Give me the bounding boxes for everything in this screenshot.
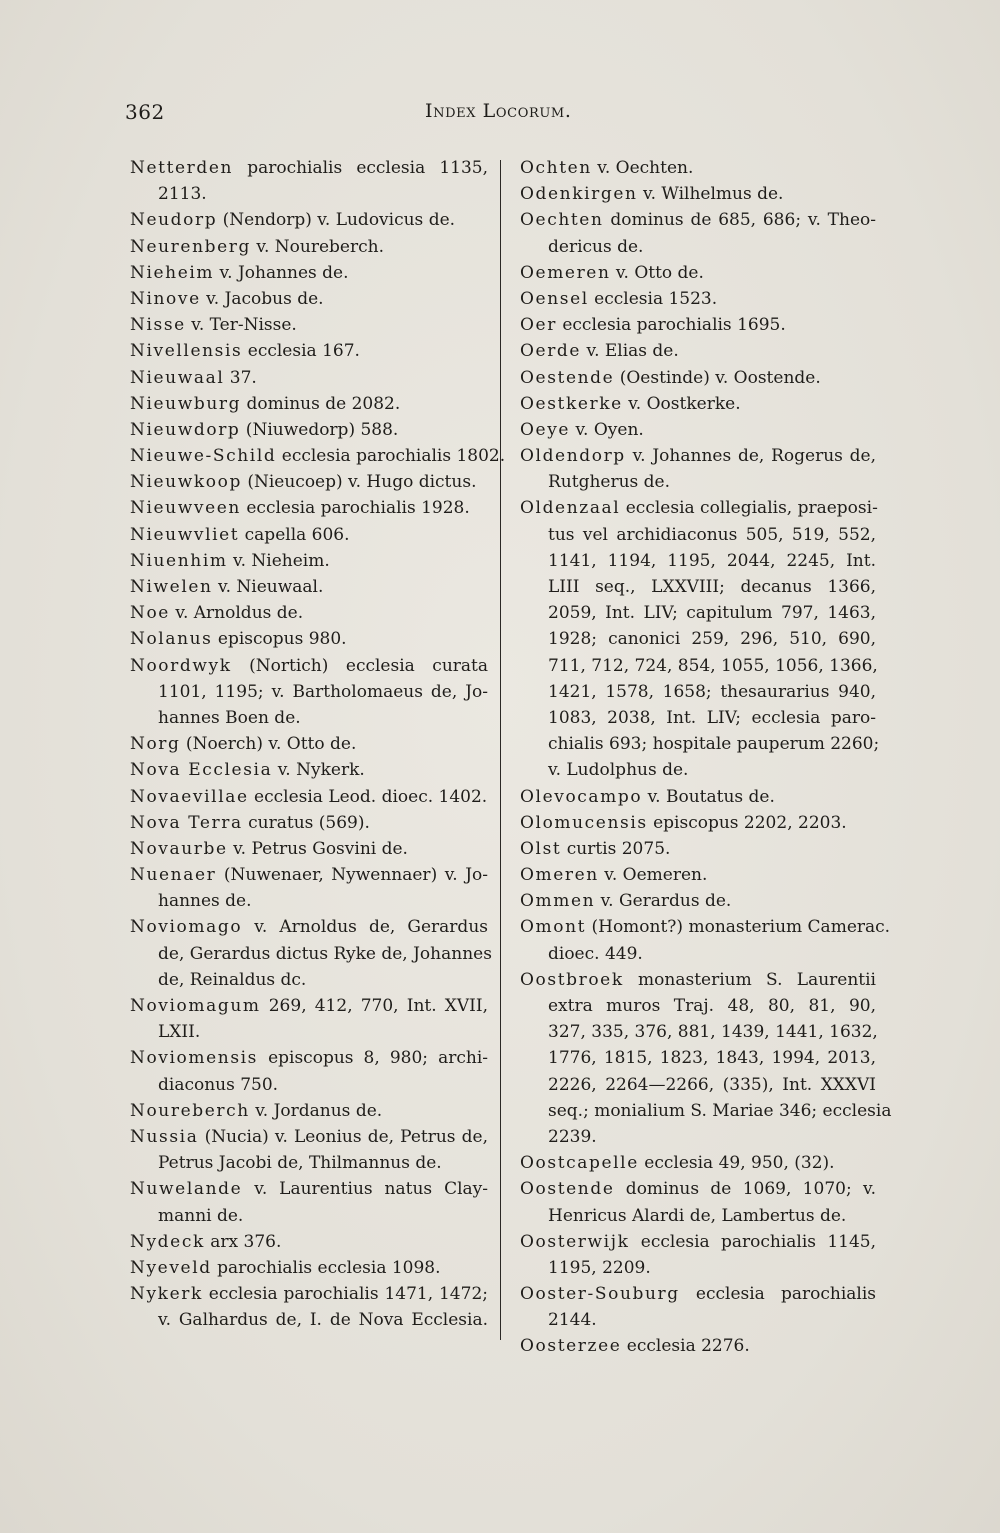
index-headword: Noviomensis	[130, 1048, 259, 1069]
index-headword: Oerde	[520, 341, 582, 362]
index-entry-text: ecclesia 1523.	[588, 288, 718, 309]
index-headword: Nussia	[130, 1126, 199, 1147]
index-line	[130, 705, 488, 731]
index-headword: Oostende	[520, 1179, 615, 1200]
index-headword: Nieuwaal	[130, 367, 225, 388]
index-line	[520, 626, 876, 652]
index-entry-text: v. Nieuwaal.	[212, 577, 324, 597]
index-headword: Nova Terra	[130, 812, 243, 833]
index-entry-text: (Nuwenaer, Nywennaer) v. Jo-	[216, 865, 488, 886]
index-line	[130, 1150, 488, 1176]
index-entry-text: ecclesia parochialis 1928.	[240, 498, 470, 519]
index-line	[130, 993, 488, 1019]
index-entry-text: parochialis ecclesia 1098.	[211, 1257, 441, 1278]
index-headword: Oosterwijk	[520, 1231, 630, 1252]
index-headword: Ooster-Souburg	[520, 1284, 680, 1305]
index-line	[520, 941, 876, 967]
page-number: 362	[125, 100, 165, 124]
index-line	[130, 1124, 488, 1150]
page-header	[125, 100, 875, 130]
index-line	[520, 495, 876, 521]
index-headword: Noe	[130, 603, 170, 624]
index-line	[130, 757, 488, 783]
index-entry-text: Rutgherus de.	[548, 472, 671, 493]
index-line	[520, 731, 880, 757]
index-line	[130, 1307, 488, 1333]
index-line	[130, 1098, 488, 1124]
index-line	[520, 391, 876, 417]
index-line	[130, 207, 488, 233]
index-line	[130, 653, 488, 679]
index-entry-text: 1928; canonici 259, 296, 510, 690,	[548, 629, 876, 650]
index-entry-text: 2059, Int. LIV; capitulum 797, 1463,	[548, 603, 876, 624]
index-entry-text: manni de.	[158, 1205, 244, 1226]
index-line	[520, 1124, 876, 1150]
index-line	[520, 705, 876, 731]
index-entry-text: ecclesia collegialis, praeposi-	[620, 498, 878, 519]
index-headword: Ommen	[520, 891, 596, 912]
column-divider	[500, 160, 501, 1340]
index-line	[520, 181, 876, 207]
index-headword: Nieuwdorp	[130, 419, 241, 440]
index-line	[520, 312, 876, 338]
index-entry-text: ecclesia 167.	[242, 341, 360, 362]
index-entry-text: v. Gerardus de.	[595, 891, 732, 912]
index-line	[520, 1281, 876, 1307]
running-title: Index Locorum.	[425, 100, 572, 122]
index-line	[520, 1307, 876, 1333]
index-line	[130, 836, 488, 862]
index-entry-text: v. Noureberch.	[250, 236, 384, 257]
index-headword: Oldendorp	[520, 446, 626, 467]
index-headword: Nyeveld	[130, 1257, 212, 1278]
index-entry-text: 37.	[224, 367, 257, 388]
index-line	[130, 888, 488, 914]
index-headword: Olomucensis	[520, 812, 648, 833]
index-line	[520, 155, 876, 181]
index-line	[520, 1229, 876, 1255]
index-line	[130, 731, 488, 757]
index-headword: Oestende	[520, 367, 615, 388]
index-entry-text: 327, 335, 376, 881, 1439, 1441, 1632,	[548, 1022, 878, 1043]
index-entry-text: ecclesia parochialis	[679, 1284, 876, 1305]
index-headword: Neudorp	[130, 210, 218, 231]
index-line	[130, 469, 488, 495]
index-line	[520, 679, 876, 705]
index-headword: Nieuwkoop	[130, 472, 242, 493]
index-headword: Noordwyk	[130, 655, 232, 676]
index-entry-text: ecclesia parochialis 1145,	[629, 1231, 876, 1252]
index-entry-text: (Nieucoep) v. Hugo dictus.	[241, 472, 477, 493]
index-line	[520, 260, 876, 286]
index-line	[520, 417, 876, 443]
index-entry-text: chialis 693; hospitale pauperum 2260;	[548, 734, 880, 755]
index-entry-text: 1141, 1194, 1195, 2044, 2245, Int.	[548, 550, 876, 571]
index-line	[130, 1019, 488, 1045]
index-line	[520, 1045, 876, 1071]
index-line	[130, 155, 488, 181]
index-line	[520, 888, 876, 914]
index-entry-text: v. Otto de.	[610, 262, 704, 283]
index-line	[130, 810, 488, 836]
index-entry-text: curtis 2075.	[561, 838, 671, 859]
index-headword: Oestkerke	[520, 393, 623, 414]
index-line	[130, 548, 488, 574]
index-line	[520, 1333, 876, 1359]
index-entry-text: tus vel archidiaconus 505, 519, 552,	[548, 524, 876, 545]
index-entry-text: episcopus 8, 980; archi-	[258, 1048, 488, 1069]
index-line	[520, 469, 876, 495]
index-entry-text: (Nortich) ecclesia curata	[231, 655, 488, 676]
index-entry-text: v. Petrus Gosvini de.	[227, 838, 408, 859]
index-entry-text: ecclesia Leod. dioec. 1402.	[248, 786, 488, 807]
index-headword: Nivellensis	[130, 341, 243, 362]
index-entry-text: v. Oemeren.	[598, 865, 708, 886]
index-line	[520, 1203, 876, 1229]
index-entry-text: v. Ter-Nisse.	[185, 315, 297, 336]
index-column-right	[520, 155, 892, 1360]
index-headword: Norg	[130, 734, 181, 755]
index-line	[130, 967, 488, 993]
index-entry-text: v. Oostkerke.	[622, 393, 741, 414]
index-headword: Oensel	[520, 288, 589, 309]
index-headword: Nolanus	[130, 629, 213, 650]
index-entry-text: extra muros Traj. 48, 80, 81, 90,	[548, 996, 876, 1016]
index-entry-text: ecclesia 2276.	[621, 1336, 750, 1357]
index-line	[520, 757, 876, 783]
index-line	[520, 600, 876, 626]
index-line	[130, 1255, 488, 1281]
index-headword: Nieuwe-Schild	[130, 446, 277, 467]
index-entry-text: ecclesia parochialis 1695.	[556, 315, 786, 336]
index-headword: Neurenberg	[130, 236, 251, 257]
index-line	[130, 574, 488, 600]
index-headword: Nieheim	[130, 262, 215, 283]
index-line	[130, 417, 488, 443]
index-line	[130, 1072, 488, 1098]
index-headword: Omont	[520, 917, 587, 938]
index-entry-text: curatus (569).	[242, 812, 370, 833]
index-headword: Oeye	[520, 419, 571, 440]
index-entry-text: v. Arnoldus de.	[169, 603, 304, 624]
index-line	[520, 784, 876, 810]
index-headword: Nuenaer	[130, 865, 217, 886]
index-line	[520, 574, 876, 600]
index-entry-text: 1083, 2038, Int. LIV; ecclesia paro-	[548, 707, 876, 728]
index-headword: Niuenhim	[130, 550, 228, 571]
index-headword: Niwelen	[130, 577, 213, 597]
index-entry-text: v. Nykerk.	[272, 760, 365, 781]
index-entry-text: 2113.	[158, 184, 207, 205]
index-line	[520, 653, 876, 679]
index-entry-text: 2144.	[548, 1310, 597, 1331]
index-line	[520, 548, 876, 574]
index-entry-text: v. Ludolphus de.	[548, 760, 689, 781]
index-entry-text: v. Oyen.	[570, 419, 644, 440]
index-entry-text: hannes Boen de.	[158, 707, 301, 728]
index-headword: Novaurbe	[130, 838, 228, 859]
index-headword: Oostcapelle	[520, 1153, 639, 1174]
index-headword: Nieuwburg	[130, 393, 242, 414]
index-line	[520, 862, 876, 888]
index-line	[130, 312, 488, 338]
index-entry-text: (Nucia) v. Leonius de, Petrus de,	[198, 1126, 488, 1147]
index-entry-text: arx 376.	[204, 1231, 282, 1252]
index-entry-text: (Homont?) monasterium Camerac.	[586, 917, 891, 938]
index-entry-text: Petrus Jacobi de, Thilmannus de.	[158, 1153, 442, 1174]
index-entry-text: 1195, 2209.	[548, 1257, 651, 1278]
index-entry-text: dominus de 2082.	[241, 393, 401, 414]
index-line	[130, 941, 492, 967]
index-entry-text: Henricus Alardi de, Lambertus de.	[548, 1205, 847, 1226]
index-line	[130, 338, 488, 364]
index-headword: Nisse	[130, 315, 186, 336]
index-entry-text: v. Elias de.	[581, 341, 679, 362]
index-headword: Oostbroek	[520, 969, 624, 990]
index-entry-text: v. Jacobus de.	[200, 288, 324, 309]
index-line	[520, 338, 876, 364]
index-entry-text: v. Nieheim.	[227, 550, 330, 571]
index-line	[130, 679, 488, 705]
index-line	[130, 522, 488, 548]
index-line	[130, 1176, 488, 1202]
index-entry-text: v. Johannes de, Rogerus de,	[625, 446, 876, 467]
index-headword: Olst	[520, 838, 562, 859]
index-entry-text: dominus de 685, 686; v. Theo-	[603, 210, 876, 231]
index-line	[130, 286, 488, 312]
index-entry-text: v. Wilhelmus de.	[637, 184, 784, 205]
index-line	[130, 1281, 488, 1307]
index-line	[130, 914, 488, 940]
index-entry-text: episcopus 980.	[212, 629, 347, 650]
index-entry-text: 2239.	[548, 1126, 597, 1147]
index-line	[520, 443, 876, 469]
index-headword: Olevocampo	[520, 786, 643, 807]
index-entry-text: parochialis ecclesia 1135,	[233, 158, 488, 178]
index-line	[520, 234, 876, 260]
index-headword: Noviomago	[130, 917, 243, 938]
index-line	[520, 1150, 876, 1176]
index-entry-text: (Niuwedorp) 588.	[240, 419, 399, 440]
index-line	[520, 1255, 876, 1281]
index-entry-text: dominus de 1069, 1070; v.	[614, 1179, 876, 1200]
index-line	[520, 914, 891, 940]
index-line	[130, 391, 488, 417]
index-line	[130, 1203, 488, 1229]
index-entry-text: v. Arnoldus de, Gerardus	[242, 917, 488, 938]
index-headword: Novaevillae	[130, 786, 249, 807]
index-entry-text: de, Gerardus dictus Ryke de, Johannes	[158, 943, 492, 964]
index-headword: Oldenzaal	[520, 498, 621, 519]
index-entry-text: LIII seq., LXXVIII; decanus 1366,	[548, 577, 876, 597]
index-line	[520, 1098, 892, 1124]
index-line	[130, 495, 488, 521]
index-line	[520, 1019, 876, 1045]
index-entry-text: hannes de.	[158, 891, 252, 912]
index-entry-text: 1421, 1578, 1658; thesaurarius 940,	[548, 681, 876, 702]
index-line	[130, 234, 488, 260]
index-line	[520, 993, 876, 1019]
index-line	[520, 207, 876, 233]
index-entry-text: diaconus 750.	[158, 1074, 279, 1095]
index-headword: Oer	[520, 315, 557, 336]
index-headword: Noureberch	[130, 1100, 250, 1121]
index-entry-text: ecclesia 49, 950, (32).	[638, 1153, 835, 1174]
index-entry-text: capella 606.	[239, 524, 350, 545]
index-entry-text: (Oestinde) v. Oostende.	[614, 367, 821, 388]
index-line	[130, 1229, 488, 1255]
index-line	[520, 810, 876, 836]
index-entry-text: v. Oechten.	[591, 158, 694, 178]
index-entry-text: seq.; monialium S. Mariae 346; ecclesia	[548, 1100, 892, 1121]
index-line	[520, 365, 876, 391]
index-headword: Nieuwveen	[130, 498, 241, 519]
index-line	[130, 365, 488, 391]
index-entry-text: v. Jordanus de.	[249, 1100, 383, 1121]
index-headword: Odenkirgen	[520, 184, 638, 205]
index-entry-text: dioec. 449.	[548, 943, 643, 964]
index-entry-text: dericus de.	[548, 236, 644, 257]
index-headword: Nykerk	[130, 1284, 203, 1305]
index-entry-text: v. Galhardus de, I. de Nova Ecclesia.	[158, 1310, 488, 1331]
index-column-left	[130, 155, 506, 1333]
index-headword: Nova Ecclesia	[130, 760, 273, 781]
index-entry-text: v. Laurentius natus Clay-	[242, 1179, 488, 1200]
index-headword: Nydeck	[130, 1231, 205, 1252]
index-line	[130, 443, 506, 469]
index-line	[130, 626, 488, 652]
index-entry-text: ecclesia parochialis 1471, 1472;	[202, 1284, 488, 1305]
index-line	[130, 600, 488, 626]
index-headword: Nieuwvliet	[130, 524, 240, 545]
index-entry-text: 269, 412, 770, Int. XVII,	[260, 996, 488, 1016]
index-line	[130, 1045, 488, 1071]
index-entry-text: (Noerch) v. Otto de.	[180, 734, 357, 755]
index-entry-text: 1101, 1195; v. Bartholomaeus de, Jo-	[158, 681, 488, 702]
index-line	[520, 1072, 876, 1098]
index-headword: Noviomagum	[130, 996, 261, 1016]
index-headword: Oosterzee	[520, 1336, 622, 1357]
index-entry-text: 2226, 2264—2266, (335), Int. XXXVI	[548, 1074, 876, 1095]
index-entry-text: de, Reinaldus dc.	[158, 969, 307, 990]
index-headword: Ninove	[130, 288, 201, 309]
index-entry-text: monasterium S. Laurentii	[623, 969, 876, 990]
index-line	[130, 862, 488, 888]
index-entry-text: 711, 712, 724, 854, 1055, 1056, 1366,	[548, 655, 878, 676]
index-headword: Ochten	[520, 158, 592, 178]
index-entry-text: 1776, 1815, 1823, 1843, 1994, 2013,	[548, 1048, 876, 1069]
index-line	[520, 836, 876, 862]
index-entry-text: v. Johannes de.	[214, 262, 349, 283]
index-headword: Omeren	[520, 865, 599, 886]
index-line	[520, 522, 876, 548]
index-line	[520, 967, 876, 993]
index-headword: Oechten	[520, 210, 604, 231]
index-entry-text: episcopus 2202, 2203.	[647, 812, 847, 833]
index-line	[130, 260, 488, 286]
index-entry-text: ecclesia parochialis 1802.	[276, 446, 506, 467]
index-entry-text: (Nendorp) v. Ludovicus de.	[217, 210, 456, 231]
index-line	[520, 1176, 876, 1202]
index-headword: Oemeren	[520, 262, 611, 283]
index-line	[130, 784, 488, 810]
index-line	[130, 181, 488, 207]
index-headword: Netterden	[130, 158, 234, 178]
index-line	[520, 286, 876, 312]
index-entry-text: LXII.	[158, 1022, 201, 1043]
index-entry-text: v. Boutatus de.	[642, 786, 775, 807]
index-headword: Nuwelande	[130, 1179, 243, 1200]
